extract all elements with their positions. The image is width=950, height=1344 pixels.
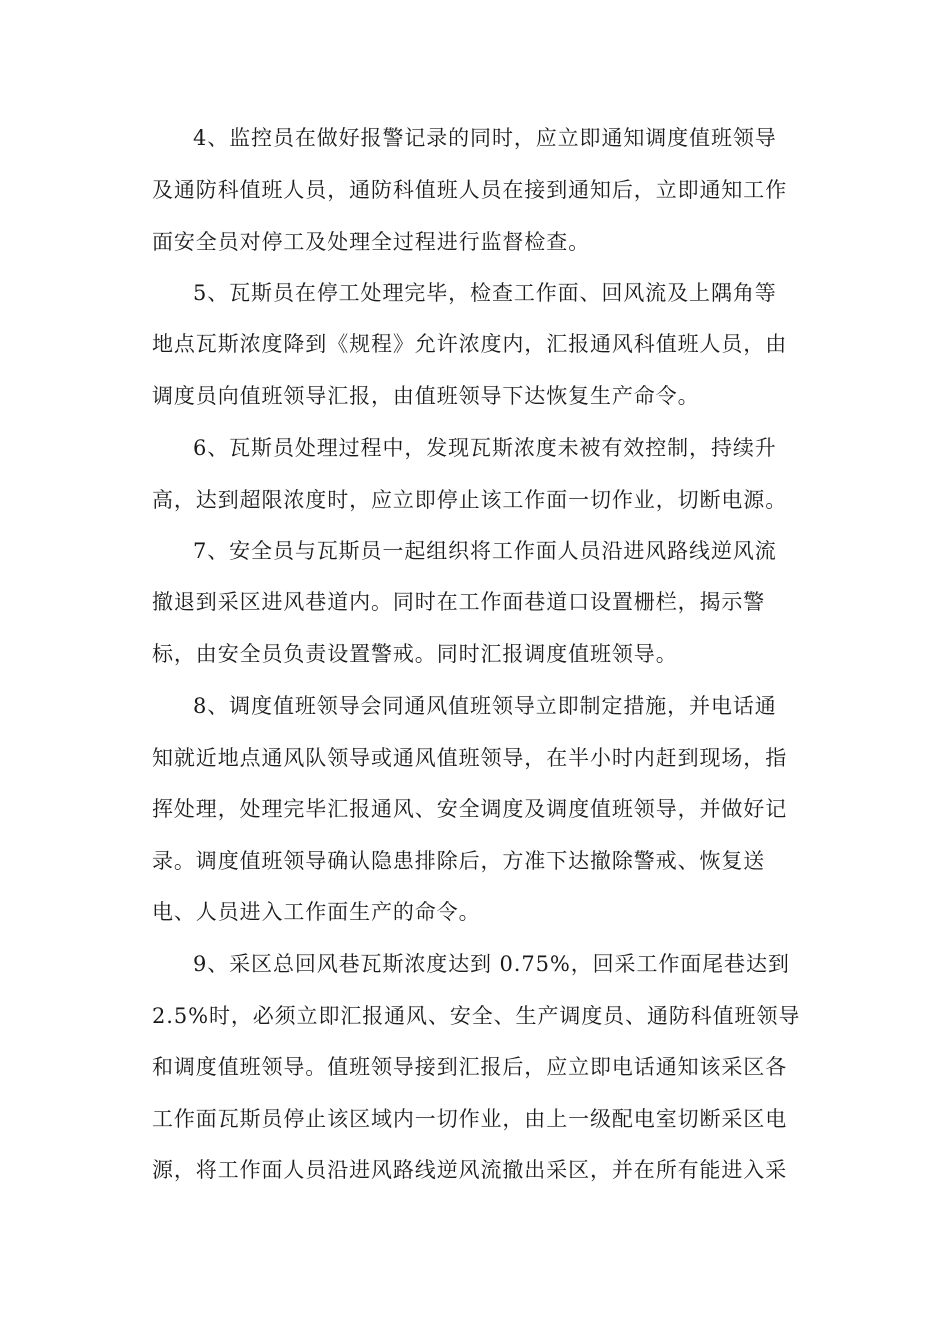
paragraph-7-line-3: 标，由安全员负责设置警戒。同时汇报调度值班领导。 [152, 642, 678, 666]
paragraph-8-line-5: 电、人员进入工作面生产的命令。 [152, 900, 481, 924]
paragraph-4-line-2: 及通防科值班人员，通防科值班人员在接到通知后，立即通知工作 [152, 178, 788, 202]
paragraph-5-line-1: 5、瓦斯员在停工处理完毕，检查工作面、回风流及上隅角等 [193, 281, 777, 305]
paragraph-9-line-5: 源，将工作面人员沿进风路线逆风流撤出采区，并在所有能进入采 [152, 1158, 788, 1182]
paragraph-6-line-2: 高，达到超限浓度时，应立即停止该工作面一切作业，切断电源。 [152, 488, 788, 512]
paragraph-6-line-1: 6、瓦斯员处理过程中，发现瓦斯浓度未被有效控制，持续升 [193, 436, 777, 460]
paragraph-9-line-3: 和调度值班领导。值班领导接到汇报后，应立即电话通知该采区各 [152, 1055, 788, 1079]
paragraph-7-line-1: 7、安全员与瓦斯员一起组织将工作面人员沿进风路线逆风流 [193, 539, 777, 563]
paragraph-9-line-4: 工作面瓦斯员停止该区域内一切作业，由上一级配电室切断采区电 [152, 1107, 788, 1131]
paragraph-9-line-2: 2.5%时，必须立即汇报通风、安全、生产调度员、通防科值班领导 [152, 1004, 801, 1028]
paragraph-8-line-2: 知就近地点通风队领导或通风值班领导，在半小时内赶到现场，指 [152, 746, 788, 770]
paragraph-8-line-4: 录。调度值班领导确认隐患排除后，方准下达撤除警戒、恢复送 [152, 849, 766, 873]
paragraph-4-line-1: 4、监控员在做好报警记录的同时，应立即通知调度值班领导 [193, 126, 777, 150]
paragraph-7-line-2: 撤退到采区进风巷道内。同时在工作面巷道口设置栅栏，揭示警 [152, 590, 766, 614]
paragraph-4-line-3: 面安全员对停工及处理全过程进行监督检查。 [152, 230, 590, 254]
paragraph-5-line-2: 地点瓦斯浓度降到《规程》允许浓度内，汇报通风科值班人员，由 [152, 332, 788, 356]
paragraph-8-line-1: 8、调度值班领导会同通风值班领导立即制定措施，并电话通 [193, 694, 777, 718]
paragraph-8-line-3: 挥处理，处理完毕汇报通风、安全调度及调度值班领导，并做好记 [152, 797, 788, 821]
paragraph-5-line-3: 调度员向值班领导汇报，由值班领导下达恢复生产命令。 [152, 384, 700, 408]
paragraph-9-line-1: 9、采区总回风巷瓦斯浓度达到 0.75%，回采工作面尾巷达到 [193, 952, 790, 976]
